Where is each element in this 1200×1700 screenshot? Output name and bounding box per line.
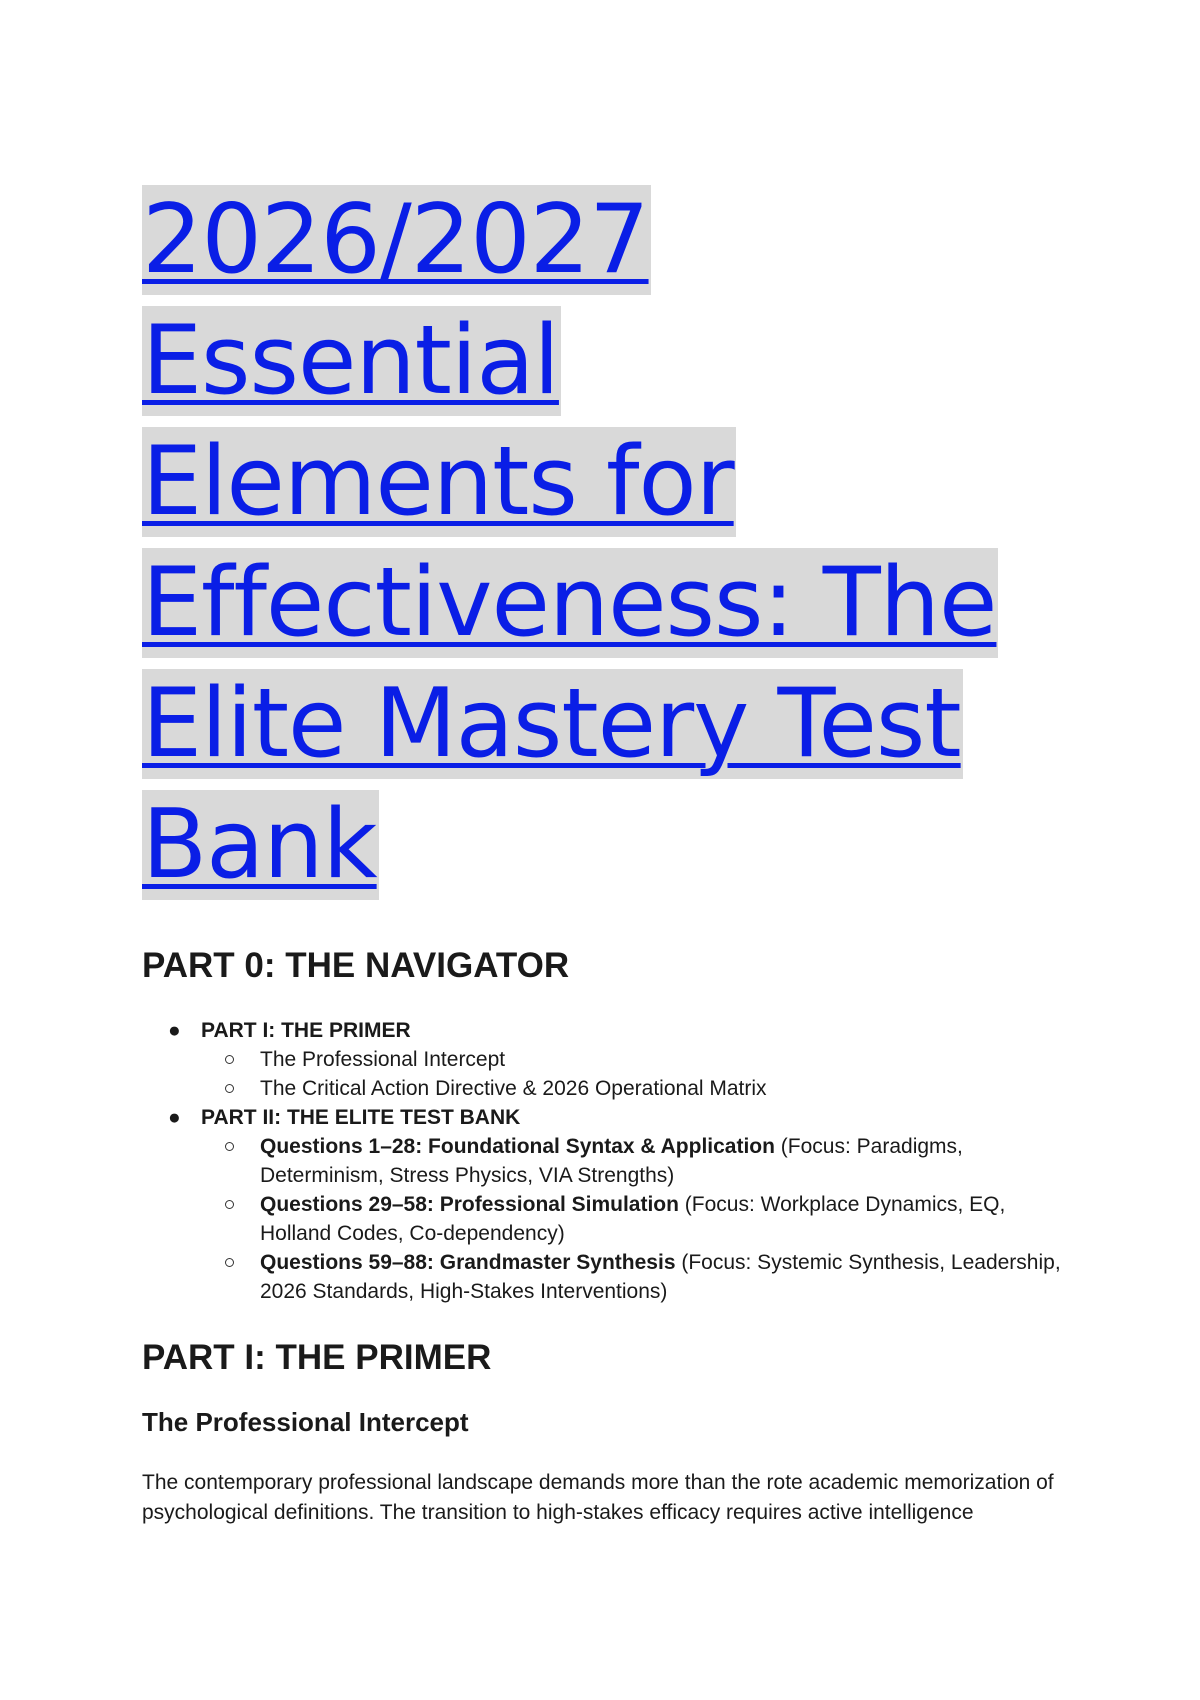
nav-part-primer [142,1016,1072,1103]
nav-sublist [201,1132,1072,1306]
primer-heading: PART I: THE PRIMER [142,1338,492,1377]
question-range-title: Questions 59–88: Grandmaster Synthesis [260,1251,676,1274]
question-range-title: Questions 1–28: Foundational Syntax & Application [260,1135,775,1158]
nav-part-label: PART I: THE PRIMER [201,1019,411,1042]
question-range-focus: (Focus: Paradigms, Determinism, Stress Physics, VIA Strengths) [260,1135,963,1187]
title-line-4[interactable]: Effectiveness: The [142,548,997,658]
circle-bullet-icon [225,1258,234,1267]
title-line-3[interactable]: Elements for [142,427,734,537]
document-page [142,180,1072,1528]
navigator-list [142,1016,1072,1306]
nav-subitem-text: The Critical Action Directive & 2026 Operational Matrix [260,1077,767,1100]
nav-part-test-bank [142,1103,1072,1306]
circle-bullet-icon [225,1142,234,1151]
bullet-icon: ● [168,1106,181,1129]
title-line-5[interactable]: Elite Mastery Test [142,669,961,779]
nav-sublist [201,1045,1072,1103]
document-title-link[interactable] [142,180,1072,906]
nav-subitem [201,1074,1072,1103]
title-line-2[interactable]: Essential [142,306,559,416]
navigator-heading: PART 0: THE NAVIGATOR [142,946,570,985]
question-range-title: Questions 29–58: Professional Simulation [260,1193,679,1216]
nav-subitem [201,1248,1072,1306]
circle-bullet-icon [225,1200,234,1209]
nav-subitem [201,1190,1072,1248]
nav-part-label: PART II: THE ELITE TEST BANK [201,1106,521,1129]
nav-subitem [201,1045,1072,1074]
circle-bullet-icon [225,1055,234,1064]
title-line-6[interactable]: Bank [142,790,377,900]
title-line-1[interactable]: 2026/2027 [142,185,649,295]
nav-subitem-text: The Professional Intercept [260,1048,506,1071]
nav-subitem [201,1132,1072,1190]
primer-subheading: The Professional Intercept [142,1407,469,1437]
primer-paragraph: The contemporary professional landscape demands more than the rote academic memorization of psychological definitions. The transition to high-stakes efficacy requires active intelligence [142,1471,1054,1524]
bullet-icon: ● [168,1019,181,1042]
question-range-focus: (Focus: Systemic Synthesis, Leadership, 2026 Standards, High-Stakes Interventions) [260,1251,1061,1303]
question-range-focus: (Focus: Workplace Dynamics, EQ, Holland Codes, Co-dependency) [260,1193,1006,1245]
circle-bullet-icon [225,1084,234,1093]
